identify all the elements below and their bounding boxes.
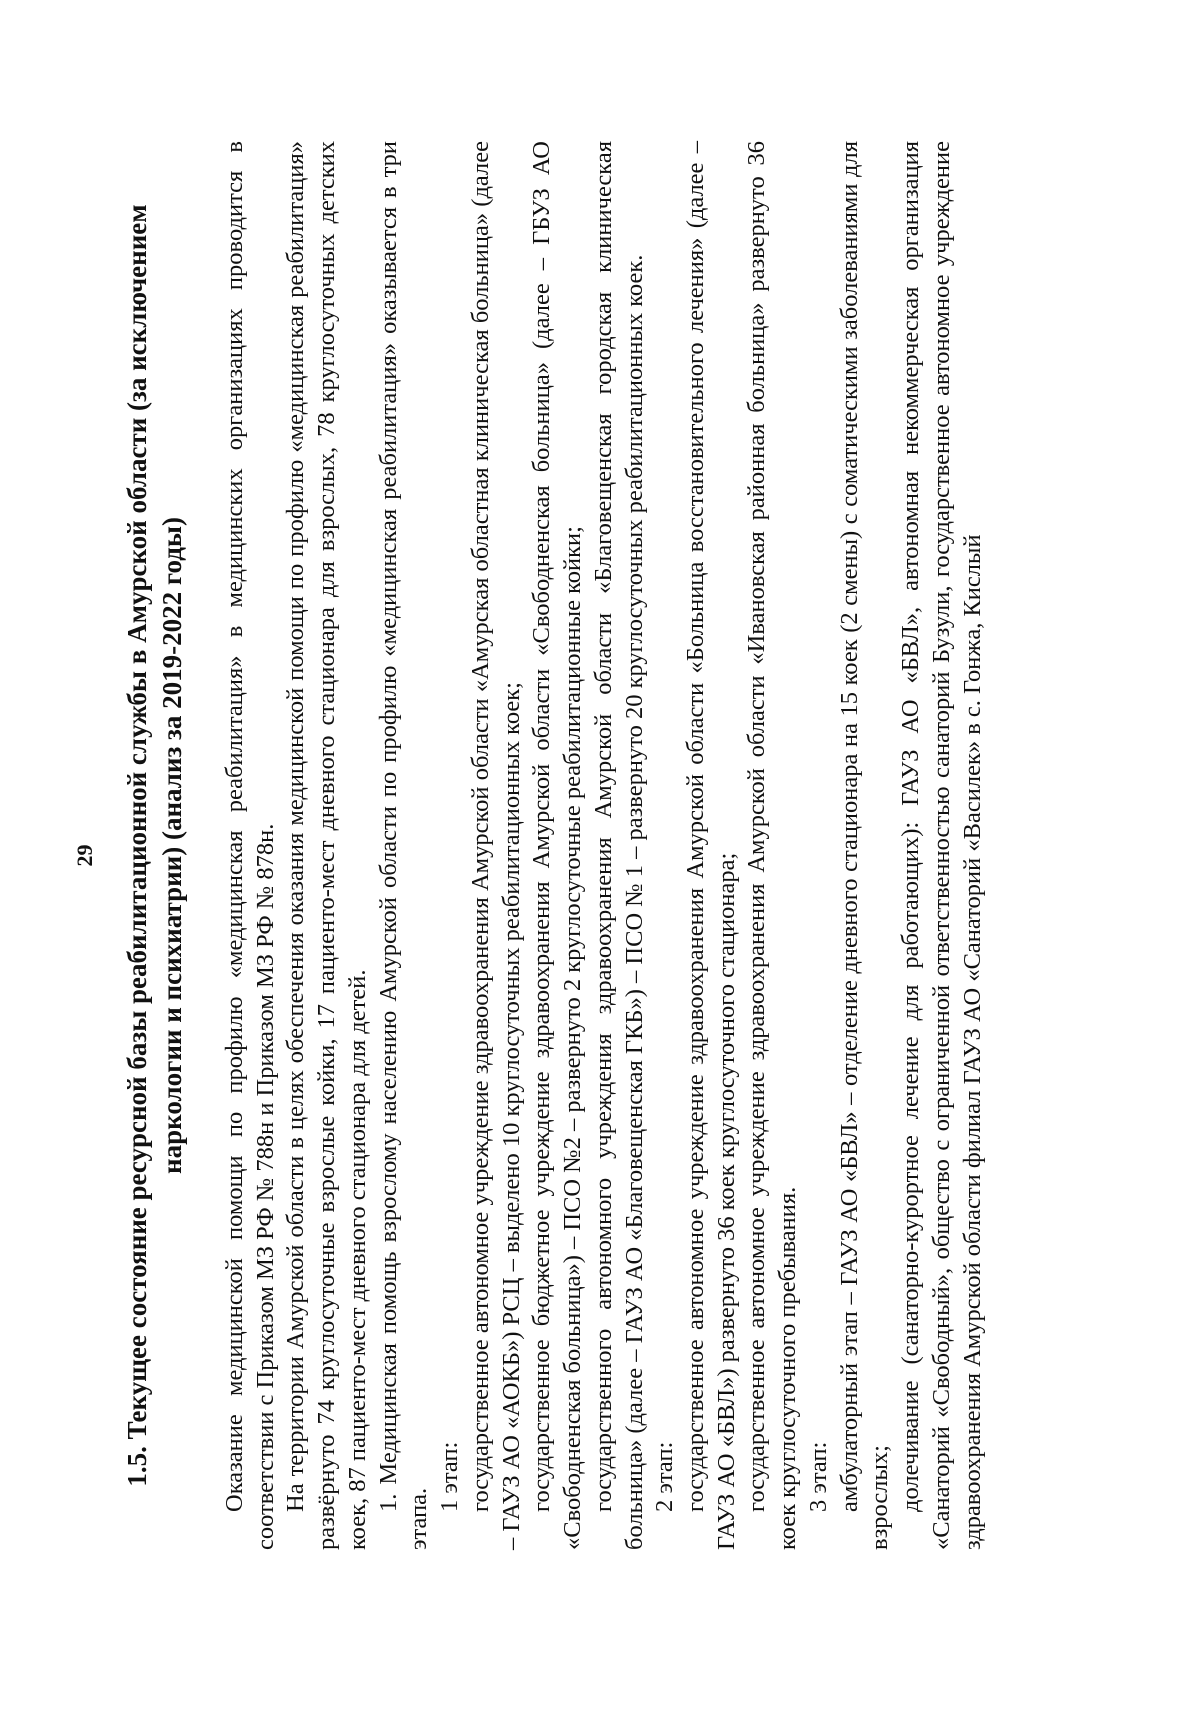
paragraph: государственное автономное учреждение здравоохранения Амурской области «Ивановская районная больница» развернуто 36 коек круглосуточного пребывания. <box>743 141 802 1550</box>
paragraph: 2 этап: <box>651 1441 679 1512</box>
paragraph: амбулаторный этап – ГАУЗ АО «БВЛ» – отделение дневного стационара на 15 коек (2 смены) с соматическими заболеваниями для взрослых; <box>835 141 894 1550</box>
rotated-page-content <box>60 81 1140 1630</box>
paragraph: 1 этап: <box>436 1441 464 1512</box>
paragraph: Оказание медицинской помощи по профилю «медицинская реабилитация» в медицинских организациях проводится в соответствии с Приказом МЗ РФ № 788н и Приказом МЗ РФ № 878н. <box>221 141 279 1550</box>
paragraph: 1. Медицинская помощь взрослому населению Амурской области по профилю «медицинская реабилитация» оказывается в три этапа. <box>374 141 433 1550</box>
paragraph: государственное автономное учреждение здравоохранения Амурской области «Больница восстановительного лечения» (далее – ГАУЗ АО «БВЛ») развернуто 36 коек круглосуточного стационара; <box>682 141 740 1550</box>
section-heading: 1.5. Текущее состояние ресурсной базы реабилитационной службы в Амурской области (за исключением наркологии и психиатрии) (анализ за 2019-2022 годы) <box>122 204 187 1487</box>
body-text <box>220 141 988 1550</box>
paragraph: государственное автономное учреждение здравоохранения Амурской области «Амурская областная клиническая больница» (далее – ГАУЗ АО «АОКБ») РСЦ – выделено 10 круглосуточных реабилитационных коек; <box>466 141 525 1550</box>
paragraph: государственное бюджетное учреждение здравоохранения Амурской области «Свободненская больница» (далее – ГБУЗ АО «Свободненская больница») – ПСО №2 – развернуто 2 круглосуточные реабилитационные койки; <box>528 141 587 1550</box>
paragraph: 3 этап: <box>804 1441 832 1512</box>
paragraph: На территории Амурской области в целях обеспечения оказания медицинской помощи по профилю «медицинская реабилитация» развёрнуто 74 круглосуточные взрослые койки, 17 пациенто-мест дневного стационара для взрослых, 78 круглосуточных детских коек, 87 пациенто-мест дневного стационара для детей. <box>282 141 371 1550</box>
page-number: 29 <box>72 844 97 867</box>
paragraph: долечивание (санаторно-курортное лечение для работающих): ГАУЗ АО «БВЛ», автономная некоммерческая организация «Санаторий «Свободный», общество с ограниченной ответственностью санаторий Бузули, государственное автономное учреждение здравоохранения Амурской области филиал ГАУЗ АО «Санаторий «Василек» в с. Гонжа, Кислый <box>897 141 986 1550</box>
paragraph: государственного автономного учреждения здравоохранения Амурской области «Благовещенская городская клиническая больница» (далее – ГАУЗ АО «Благовещенская ГКБ») – ПСО № 1 – развернуто 20 круглосуточных реабилитационных коек. <box>589 141 648 1550</box>
